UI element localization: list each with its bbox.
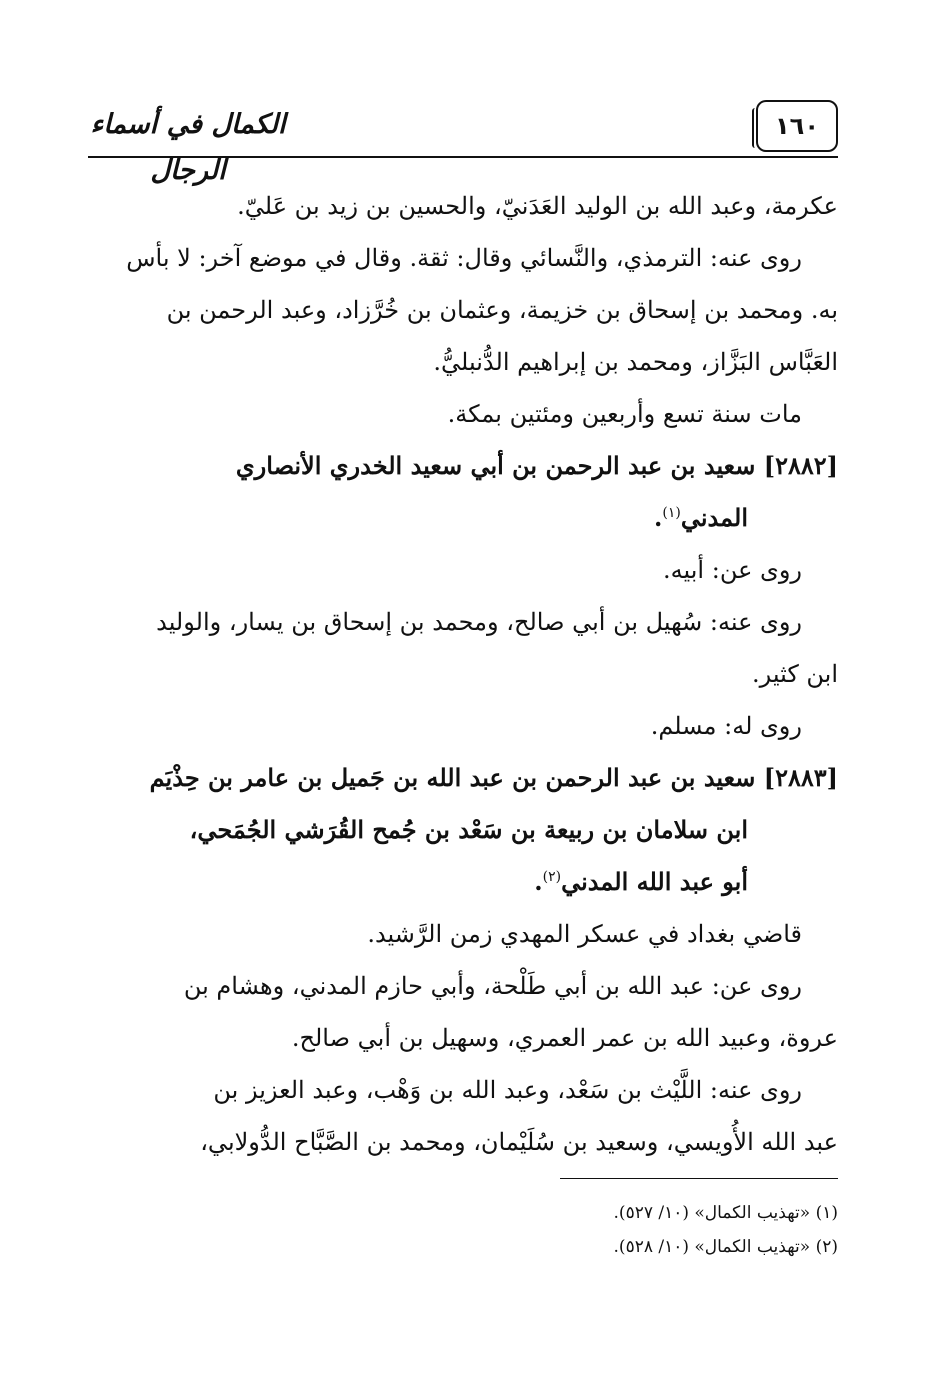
footnote-divider bbox=[560, 1178, 838, 1179]
book-title: الكمال في أسماء الرجال bbox=[90, 109, 286, 186]
page-header bbox=[88, 98, 838, 186]
entry-heading-2883: [٢٨٨٣] سعيد بن عبد الرحمن بن عبد الله بن جَميل بن عامر بن حِذْيَم bbox=[149, 763, 838, 792]
text-line: عكرمة، وعبد الله بن الوليد العَدَنيّ، والحسين بن زيد بن عَليّ. bbox=[237, 192, 838, 220]
entry-heading-2882: [٢٨٨٢] سعيد بن عبد الرحمن بن أبي سعيد الخدري الأنصاري bbox=[235, 451, 838, 480]
footnotes bbox=[400, 1196, 838, 1264]
page-number: ١٦٠ bbox=[756, 100, 838, 152]
text-line: به. ومحمد بن إسحاق بن خزيمة، وعثمان بن خُرَّزاد، وعبد الرحمن بن bbox=[166, 296, 838, 324]
text-line: عبد الله الأُويسي، وسعيد بن سُلَيْمان، ومحمد بن الصَّبَّاح الدُّولابي، bbox=[200, 1128, 838, 1156]
main-text bbox=[100, 180, 838, 1168]
entry-heading-2882-cont: المدني$^{(١)}$. bbox=[654, 503, 748, 532]
text-line: روى عنه: اللَّيْث بن سَعْد، وعبد الله بن وَهْب، وعبد العزيز بن bbox=[213, 1076, 802, 1104]
footnote: (٢) «تهذيب الكمال» (١٠/ ٥٢٨). bbox=[613, 1237, 838, 1257]
text-line: روى له: مسلم. bbox=[650, 712, 802, 740]
footnote-marker: (١) bbox=[662, 505, 681, 521]
text-line: عروة، وعبيد الله بن عمر العمري، وسهيل بن أبي صالح. bbox=[291, 1024, 838, 1052]
text-line: روى عنه: الترمذي، والنَّسائي وقال: ثقة. وقال في موضع آخر: لا بأس bbox=[126, 244, 802, 272]
entry-heading-text: المدني bbox=[680, 503, 748, 532]
entry-heading-text: أبو عبد الله المدني bbox=[561, 867, 748, 896]
header-divider bbox=[88, 156, 838, 158]
text-line: العَبَّاس البَزَّاز، ومحمد بن إبراهيم الدُّنبليُّ. bbox=[433, 348, 838, 376]
text-line: روى عن: أبيه. bbox=[663, 556, 802, 584]
footnote-marker: (٢) bbox=[542, 869, 562, 885]
text-line: روى عن: عبد الله بن أبي طَلْحة، وأبي حازم المدني، وهشام بن bbox=[183, 972, 802, 1000]
entry-heading-2883-cont: أبو عبد الله المدني$^{(٢)}$. bbox=[534, 867, 748, 896]
text-line: مات سنة تسع وأربعين ومئتين بمكة. bbox=[447, 400, 802, 428]
text-line: قاضي بغداد في عسكر المهدي زمن الرَّشيد. bbox=[367, 920, 802, 948]
text-line: روى عنه: سُهيل بن أبي صالح، ومحمد بن إسحاق بن يسار، والوليد bbox=[156, 608, 802, 636]
text-line: ابن كثير. bbox=[751, 660, 838, 688]
entry-heading-2883-cont: ابن سلامان بن ربيعة بن سَعْد بن جُمح القُرَشي الجُمَحي، bbox=[189, 815, 748, 844]
footnote: (١) «تهذيب الكمال» (١٠/ ٥٢٧). bbox=[613, 1203, 838, 1223]
